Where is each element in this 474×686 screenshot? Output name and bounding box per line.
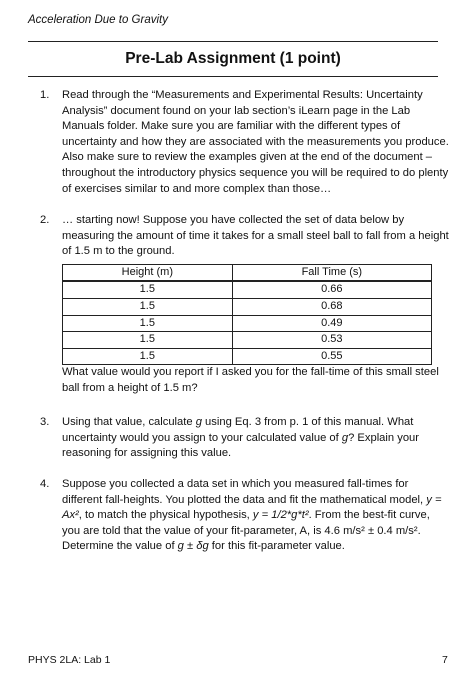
table-row	[63, 315, 432, 332]
table-cell: 0.55	[232, 348, 431, 365]
section-title-text: Pre-Lab Assignment (1 point)	[125, 50, 341, 67]
question-text: Read through the “Measurements and Experimental Results: Uncertainty Analysis” document found on your lab section’s iLearn page in the Lab Manuals folder. Make sure you are familiar with the different types of uncertainty and how they are associated with the measurements you produce. Also make sure to review the examples given at the end of the document – throughout the introductory physics sequence you will be required to do plenty of exercises similar to and more complex than those…	[62, 89, 449, 195]
table-header-row	[63, 264, 432, 281]
table-row	[63, 332, 432, 349]
question-follow-up: What value would you report if I asked you for the fall-time of this small steel ball from a height of 1.5 m?	[62, 366, 439, 394]
target-quantity: g ± δg	[177, 540, 209, 553]
document-header-title: Acceleration Due to Gravity	[28, 14, 168, 26]
question-text: … starting now! Suppose you have collected the set of data below by measuring the amount of time it takes for a small steel ball to fall from a height of 1.5 m to the ground.	[62, 214, 449, 258]
column-header-height: Height (m)	[63, 264, 233, 281]
page-number: 7	[442, 654, 448, 666]
model-equation: y = Ax²	[62, 493, 442, 522]
fall-time-table	[62, 264, 432, 366]
table-cell: 0.49	[232, 315, 431, 332]
table-row	[63, 298, 432, 315]
question-number: 2.	[40, 214, 50, 226]
question-number: 1.	[40, 89, 50, 101]
table-cell: 1.5	[63, 315, 233, 332]
table-cell: 1.5	[63, 348, 233, 365]
table-cell: 1.5	[63, 298, 233, 315]
question-4	[40, 477, 450, 555]
variable-g: g	[195, 416, 202, 428]
table-cell: 0.53	[232, 332, 431, 349]
section-title	[28, 41, 438, 77]
table-cell: 0.68	[232, 298, 431, 315]
question-text: Using that value, calculate g using Eq. 3 from p. 1 of this manual. What uncertainty would you assign to your calculated value of g? Explain your reasoning for assigning this value.	[62, 416, 419, 460]
question-2	[40, 213, 450, 397]
question-3	[40, 415, 450, 462]
question-text: Suppose you collected a data set in which you measured fall-times for different fall-heights. You plotted the data and fit the mathematical model, y = Ax², to match the physical hypothesis, y = 1/2*g*t². From the best-fit curve, you are told that the value of your fit-parameter, A, is 4.6 m/s² ± 0.4 m/s². Determine the value of g ± δg for this fit-parameter value.	[62, 478, 442, 553]
table-cell: 1.5	[63, 281, 233, 298]
question-number: 3.	[40, 416, 50, 428]
question-number: 4.	[40, 478, 50, 490]
table-cell: 0.66	[232, 281, 431, 298]
table-row	[63, 348, 432, 365]
table-cell: 1.5	[63, 332, 233, 349]
hypothesis-equation: y = 1/2*g*t²	[252, 509, 309, 522]
variable-g: g	[341, 431, 349, 444]
column-header-fall-time: Fall Time (s)	[232, 264, 431, 281]
question-1	[40, 88, 450, 197]
table-row	[63, 281, 432, 298]
footer-course-label: PHYS 2LA: Lab 1	[28, 654, 111, 666]
